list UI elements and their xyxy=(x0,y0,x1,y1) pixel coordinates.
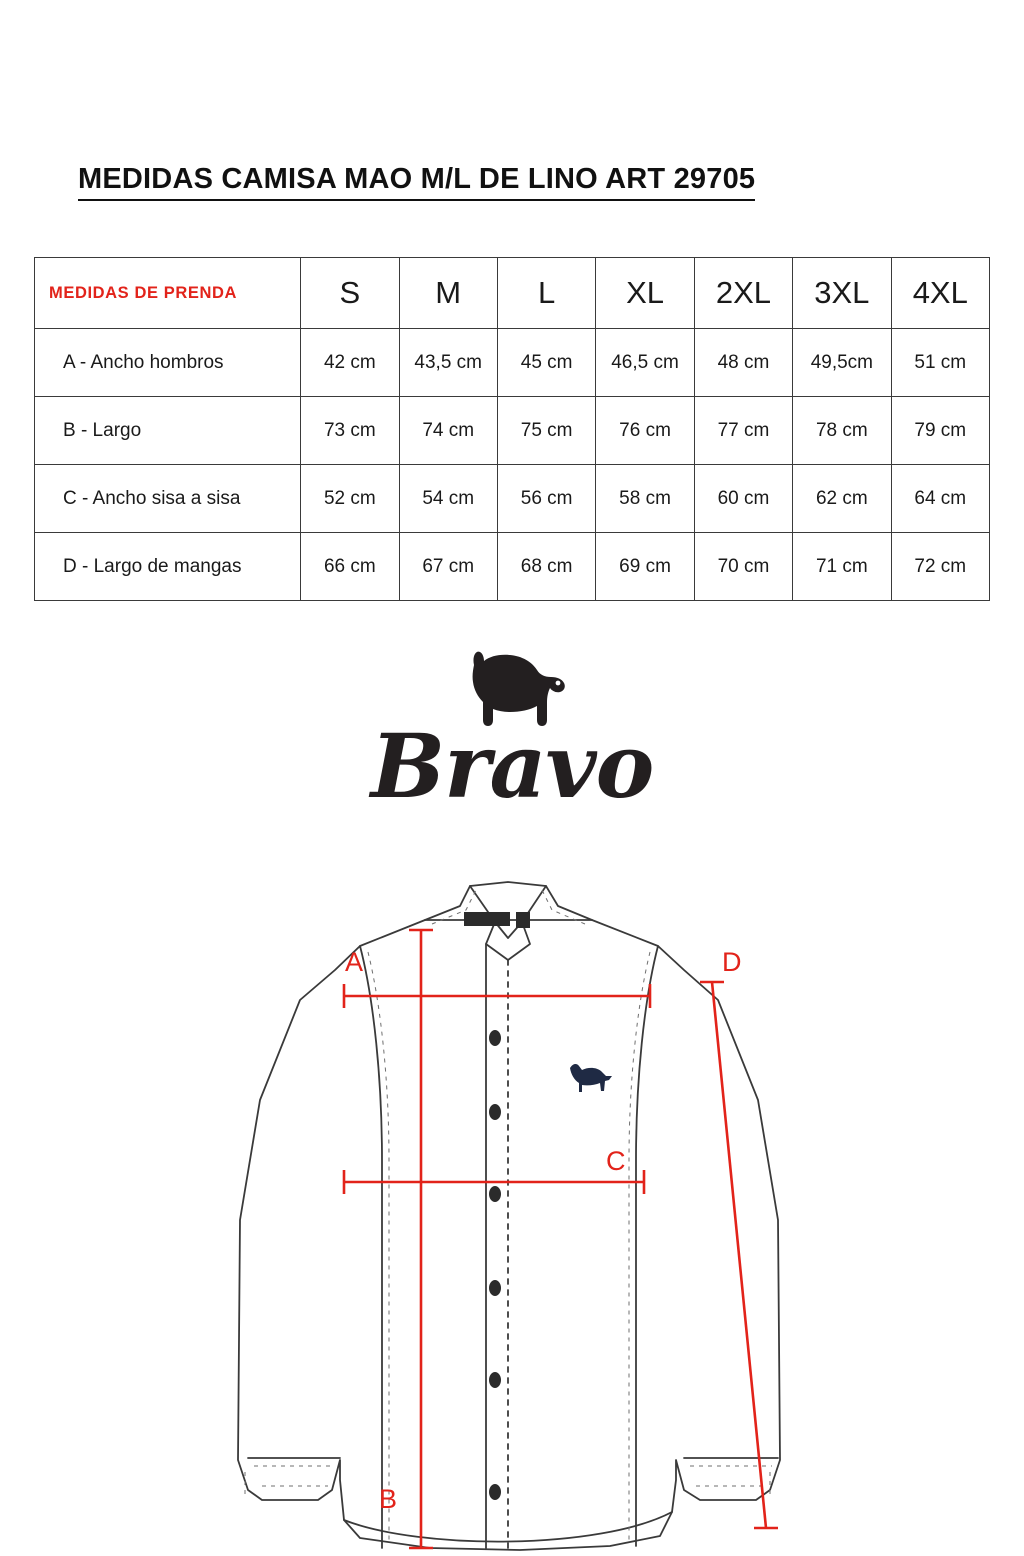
cell-b-l: 75 cm xyxy=(497,397,595,465)
cell-d-4xl: 72 cm xyxy=(891,533,989,601)
column-header-size-xl: XL xyxy=(596,258,694,329)
column-header-size-3xl: 3XL xyxy=(793,258,891,329)
shirt-measurement-diagram xyxy=(0,860,1024,1556)
measurement-letter-a: A xyxy=(345,947,364,977)
row-label-c: C - Ancho sisa a sisa xyxy=(35,465,301,533)
cell-a-l: 45 cm xyxy=(497,329,595,397)
row-label-b: B - Largo xyxy=(35,397,301,465)
cell-c-xl: 58 cm xyxy=(596,465,694,533)
measurement-letter-d: D xyxy=(722,947,742,977)
table-body xyxy=(35,329,990,601)
brand-logo xyxy=(0,650,1024,818)
column-header-measure: MEDIDAS DE PRENDA xyxy=(35,258,301,329)
brand-name: Bravo xyxy=(370,714,654,818)
column-header-size-m: M xyxy=(399,258,497,329)
cell-c-4xl: 64 cm xyxy=(891,465,989,533)
column-header-size-4xl: 4XL xyxy=(891,258,989,329)
cell-d-m: 67 cm xyxy=(399,533,497,601)
cell-b-xl: 76 cm xyxy=(596,397,694,465)
size-chart-table xyxy=(34,257,990,601)
measurement-letter-c: C xyxy=(606,1146,626,1176)
cell-d-2xl: 70 cm xyxy=(694,533,792,601)
cell-d-3xl: 71 cm xyxy=(793,533,891,601)
cell-a-m: 43,5 cm xyxy=(399,329,497,397)
measurement-letter-b: B xyxy=(379,1484,398,1514)
cell-b-m: 74 cm xyxy=(399,397,497,465)
cell-a-2xl: 48 cm xyxy=(694,329,792,397)
cell-a-4xl: 51 cm xyxy=(891,329,989,397)
cell-a-3xl: 49,5cm xyxy=(793,329,891,397)
cell-c-3xl: 62 cm xyxy=(793,465,891,533)
cell-c-m: 54 cm xyxy=(399,465,497,533)
column-header-size-l: L xyxy=(497,258,595,329)
cell-b-4xl: 79 cm xyxy=(891,397,989,465)
column-header-size-s: S xyxy=(301,258,399,329)
table-row xyxy=(35,533,990,601)
cell-b-2xl: 77 cm xyxy=(694,397,792,465)
row-label-d: D - Largo de mangas xyxy=(35,533,301,601)
page-title: MEDIDAS CAMISA MAO M/L DE LINO ART 29705 xyxy=(78,163,755,201)
table-header-row xyxy=(35,258,990,329)
cell-c-l: 56 cm xyxy=(497,465,595,533)
cell-c-2xl: 60 cm xyxy=(694,465,792,533)
table-header xyxy=(35,258,990,329)
cell-a-s: 42 cm xyxy=(301,329,399,397)
cell-d-l: 68 cm xyxy=(497,533,595,601)
cell-b-s: 73 cm xyxy=(301,397,399,465)
table-row xyxy=(35,329,990,397)
cell-a-xl: 46,5 cm xyxy=(596,329,694,397)
column-header-size-2xl: 2XL xyxy=(694,258,792,329)
table-row xyxy=(35,465,990,533)
cell-d-s: 66 cm xyxy=(301,533,399,601)
cell-d-xl: 69 cm xyxy=(596,533,694,601)
cell-b-3xl: 78 cm xyxy=(793,397,891,465)
row-label-a: A - Ancho hombros xyxy=(35,329,301,397)
table-row xyxy=(35,397,990,465)
cell-c-s: 52 cm xyxy=(301,465,399,533)
